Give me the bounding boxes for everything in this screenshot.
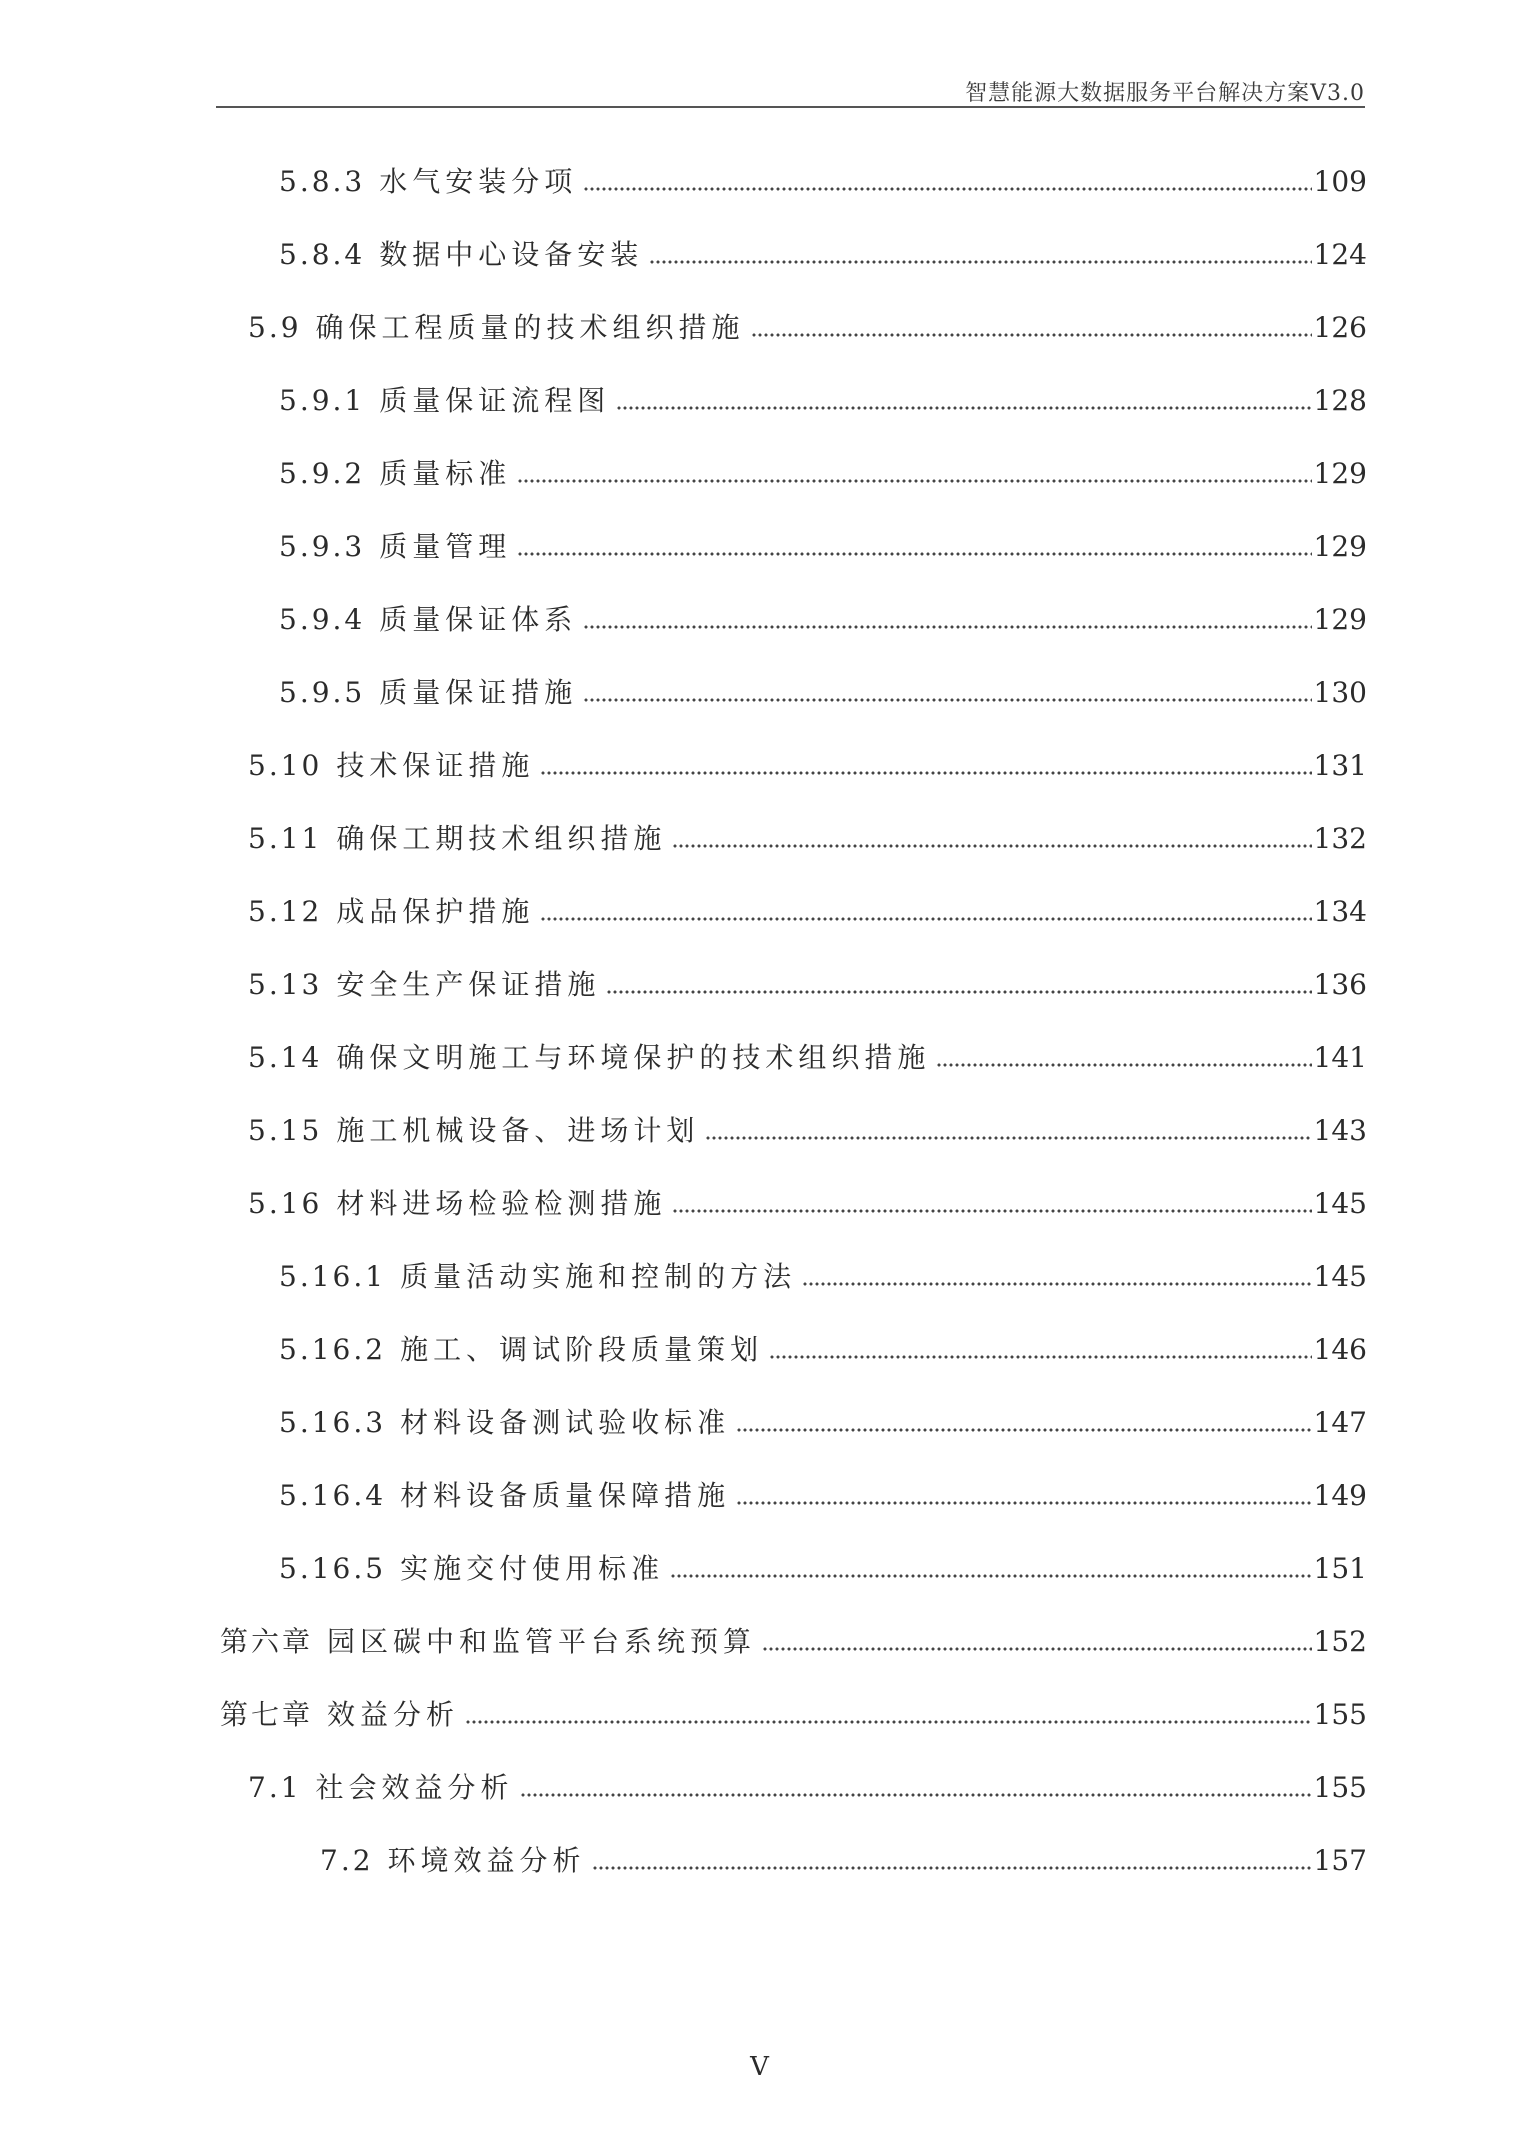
toc-entry-number: 5.16.2: [279, 1333, 387, 1366]
toc-entry-number: 5.16.5: [279, 1552, 387, 1585]
toc-entry-page: 143: [1313, 1114, 1367, 1147]
toc-entry-number: 5.15: [248, 1114, 323, 1147]
toc-entry-page: 151: [1313, 1552, 1367, 1585]
toc-entry-title: 施工机械设备、进场计划: [336, 1114, 700, 1147]
toc-dot-leader: [540, 916, 1311, 922]
toc-entry[interactable]: [279, 454, 1367, 494]
toc-entry-title: 施工、调试阶段质量策划: [400, 1333, 764, 1366]
toc-dot-leader: [465, 1719, 1312, 1725]
toc-entry-number: 5.14: [248, 1041, 323, 1074]
toc-entry-page: 129: [1313, 530, 1367, 563]
toc-entry[interactable]: [279, 235, 1367, 275]
toc-entry-number: 5.12: [248, 895, 323, 928]
toc-dot-leader: [936, 1062, 1311, 1068]
toc-dot-leader: [751, 332, 1312, 338]
toc-entry-number: 5.8.3: [279, 165, 366, 198]
toc-entry[interactable]: [248, 1768, 1367, 1808]
toc-entry-number: 第六章: [220, 1625, 314, 1658]
toc-entry-title: 质量保证体系: [379, 603, 578, 636]
toc-entry-title: 实施交付使用标准: [400, 1552, 665, 1585]
toc-entry-title: 技术保证措施: [336, 749, 535, 782]
toc-entry-number: 5.16.3: [279, 1406, 387, 1439]
toc-entry[interactable]: [248, 1184, 1367, 1224]
toc-entry-page: 157: [1313, 1844, 1367, 1877]
toc-entry[interactable]: [248, 1111, 1367, 1151]
toc-dot-leader: [520, 1792, 1312, 1798]
toc-entry-page: 146: [1313, 1333, 1367, 1366]
toc-dot-leader: [583, 624, 1311, 630]
toc-entry-number: 5.9.1: [279, 384, 366, 417]
toc-dot-leader: [802, 1281, 1311, 1287]
toc-entry-page: 152: [1313, 1625, 1367, 1658]
toc-entry-page: 155: [1313, 1771, 1367, 1804]
toc-entry-number: 5.11: [248, 822, 323, 855]
toc-entry-number: 5.9.3: [279, 530, 366, 563]
toc-entry-title: 材料设备质量保障措施: [400, 1479, 731, 1512]
toc-entry-number: 5.9.5: [279, 676, 366, 709]
toc-dot-leader: [769, 1354, 1311, 1360]
toc-dot-leader: [583, 697, 1311, 703]
toc-entry-page: 130: [1313, 676, 1367, 709]
toc-entry-page: 129: [1313, 603, 1367, 636]
toc-entry-page: 145: [1313, 1187, 1367, 1220]
toc-entry-title: 确保文明施工与环境保护的技术组织措施: [336, 1041, 931, 1074]
toc-entry-number: 5.9.2: [279, 457, 366, 490]
toc-entry-page: 132: [1313, 822, 1367, 855]
toc-entry-title: 质量标准: [379, 457, 512, 490]
toc-entry[interactable]: [220, 1622, 1367, 1662]
toc-entry-title: 环境效益分析: [387, 1844, 586, 1877]
toc-entry[interactable]: [248, 892, 1367, 932]
toc-dot-leader: [705, 1135, 1311, 1141]
toc-entry-number: 5.9: [248, 311, 302, 344]
toc-dot-leader: [670, 1573, 1311, 1579]
toc-entry-title: 确保工程质量的技术组织措施: [315, 311, 745, 344]
toc-entry-number: 第七章: [220, 1698, 314, 1731]
toc-entry-title: 质量管理: [379, 530, 512, 563]
toc-entry-number: 5.9.4: [279, 603, 366, 636]
toc-entry-title: 水气安装分项: [379, 165, 578, 198]
toc-entry-title: 质量保证措施: [379, 676, 578, 709]
toc-entry-title: 园区碳中和监管平台系统预算: [327, 1625, 757, 1658]
toc-dot-leader: [672, 1208, 1311, 1214]
toc-entry[interactable]: [248, 965, 1367, 1005]
toc-entry[interactable]: [279, 1257, 1367, 1297]
toc-entry-page: 141: [1313, 1041, 1367, 1074]
toc-entry-title: 质量活动实施和控制的方法: [400, 1260, 797, 1293]
toc-entry-page: 131: [1313, 749, 1367, 782]
toc-entry-number: 7.2: [320, 1844, 374, 1877]
page-number: V: [750, 2052, 769, 2082]
toc-entry-page: 109: [1313, 165, 1367, 198]
toc-entry-page: 128: [1313, 384, 1367, 417]
toc-dot-leader: [540, 770, 1311, 776]
toc-dot-leader: [649, 259, 1311, 265]
toc-entry-number: 7.1: [248, 1771, 302, 1804]
toc-entry-page: 126: [1313, 311, 1367, 344]
toc-entry[interactable]: [248, 308, 1367, 348]
toc-entry[interactable]: [320, 1841, 1367, 1881]
toc-entry-number: 5.16: [248, 1187, 323, 1220]
toc-dot-leader: [672, 843, 1311, 849]
toc-entry[interactable]: [279, 162, 1367, 202]
toc-dot-leader: [736, 1500, 1311, 1506]
toc-entry[interactable]: [248, 819, 1367, 859]
toc-entry[interactable]: [279, 673, 1367, 713]
toc-entry-page: 155: [1313, 1698, 1367, 1731]
toc-entry[interactable]: [248, 1038, 1367, 1078]
toc-entry-title: 效益分析: [327, 1698, 460, 1731]
toc-dot-leader: [736, 1427, 1311, 1433]
toc-entry[interactable]: [279, 1476, 1367, 1516]
toc-entry[interactable]: [248, 746, 1367, 786]
toc-entry-title: 社会效益分析: [315, 1771, 514, 1804]
toc-dot-leader: [517, 478, 1311, 484]
toc-entry[interactable]: [279, 1403, 1367, 1443]
toc-entry-number: 5.16.1: [279, 1260, 387, 1293]
toc-entry-page: 147: [1313, 1406, 1367, 1439]
toc-entry[interactable]: [279, 1549, 1367, 1589]
document-title: 智慧能源大数据服务平台解决方案V3.0: [965, 81, 1365, 106]
toc-entry-number: 5.10: [248, 749, 323, 782]
toc-entry-number: 5.16.4: [279, 1479, 387, 1512]
toc-entry[interactable]: [279, 527, 1367, 567]
toc-entry[interactable]: [279, 381, 1367, 421]
toc-entry-title: 质量保证流程图: [379, 384, 611, 417]
toc-dot-leader: [616, 405, 1311, 411]
toc-entry-page: 149: [1313, 1479, 1367, 1512]
toc-entry[interactable]: [279, 1330, 1367, 1370]
toc-entry-page: 129: [1313, 457, 1367, 490]
toc-entry[interactable]: [220, 1695, 1367, 1735]
toc-entry-number: 5.8.4: [279, 238, 366, 271]
toc-dot-leader: [762, 1646, 1312, 1652]
toc-entry[interactable]: [279, 600, 1367, 640]
toc-entry-page: 124: [1313, 238, 1367, 271]
toc-dot-leader: [606, 989, 1311, 995]
toc-dot-leader: [583, 186, 1311, 192]
toc-entry-page: 145: [1313, 1260, 1367, 1293]
toc-entry-page: 134: [1313, 895, 1367, 928]
toc-entry-title: 安全生产保证措施: [336, 968, 601, 1001]
toc-entry-title: 材料设备测试验收标准: [400, 1406, 731, 1439]
toc-dot-leader: [517, 551, 1311, 557]
toc-entry-title: 材料进场检验检测措施: [336, 1187, 667, 1220]
toc-entry-page: 136: [1313, 968, 1367, 1001]
toc-entry-title: 数据中心设备安装: [379, 238, 644, 271]
toc-entry-title: 确保工期技术组织措施: [336, 822, 667, 855]
toc-entry-number: 5.13: [248, 968, 323, 1001]
toc-dot-leader: [592, 1865, 1312, 1871]
toc-entry-title: 成品保护措施: [336, 895, 535, 928]
